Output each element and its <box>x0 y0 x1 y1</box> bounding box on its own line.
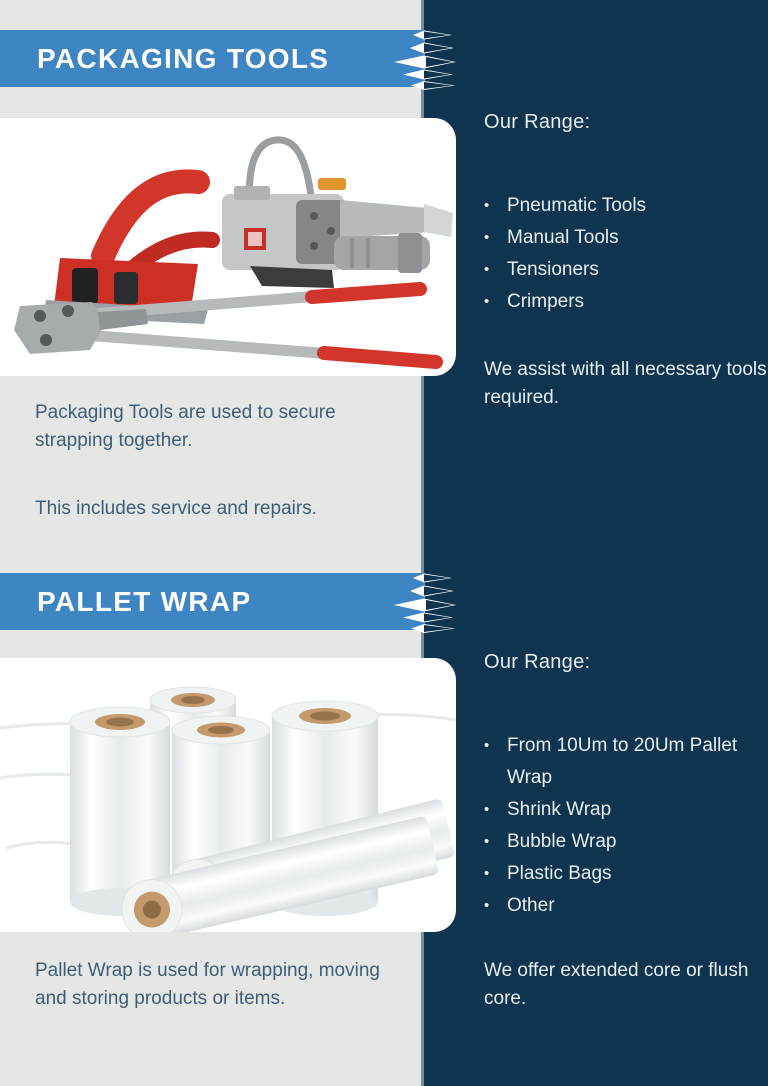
bullet-icon: • <box>484 197 490 214</box>
range-note: We offer extended core or flush core. <box>484 960 749 1009</box>
list-item-label: Bubble Wrap <box>507 831 617 852</box>
section-banner-pallet-wrap <box>0 573 425 630</box>
list-item-label: Shrink Wrap <box>507 799 612 820</box>
strapping-tools-photo <box>0 118 456 376</box>
bullet-icon: • <box>484 229 490 246</box>
list-item-label: Other <box>507 895 555 916</box>
bullet-icon: • <box>484 737 490 754</box>
section-title: PALLET WRAP <box>37 585 252 617</box>
list-item-label: Pneumatic Tools <box>507 195 647 216</box>
list-item-label: Crimpers <box>507 291 585 312</box>
description-paragraph: Pallet Wrap is used for wrapping, moving and storing products or items. <box>35 960 380 1009</box>
range-title: Our Range: <box>484 651 591 673</box>
bullet-icon: • <box>484 897 490 914</box>
bullet-icon: • <box>484 865 490 882</box>
list-item-label: From 10Um to 20Um Pallet Wrap <box>507 735 738 788</box>
list-item <box>484 890 754 922</box>
pallet-wrap-rolls-photo <box>0 658 456 932</box>
bullet-icon: • <box>484 293 490 310</box>
pallet-wrap-range-panel <box>484 651 754 1013</box>
packaging-tools-image-card <box>0 118 456 376</box>
list-item-label: Tensioners <box>507 259 599 280</box>
section-title: PACKAGING TOOLS <box>37 42 330 74</box>
range-list <box>484 730 754 922</box>
range-note: We assist with all necessary tools required. <box>484 359 767 408</box>
description-paragraph: This includes service and repairs. <box>35 498 317 519</box>
pneumatic-tool-illustration <box>222 140 453 288</box>
bullet-icon: • <box>484 833 490 850</box>
list-item <box>484 730 754 794</box>
list-item <box>484 222 754 254</box>
speed-darts-icon <box>390 571 462 635</box>
section-banner-packaging-tools <box>0 30 425 87</box>
pallet-wrap-description <box>35 957 409 1013</box>
pallet-wrap-image-card <box>0 658 456 932</box>
bullet-icon: • <box>484 261 490 278</box>
packaging-tools-description <box>35 399 391 523</box>
list-item-label: Plastic Bags <box>507 863 612 884</box>
list-item <box>484 190 754 222</box>
range-title: Our Range: <box>484 111 591 133</box>
list-item <box>484 858 754 890</box>
speed-darts-icon <box>390 28 462 92</box>
list-item <box>484 794 754 826</box>
list-item <box>484 286 754 318</box>
list-item-label: Manual Tools <box>507 227 619 248</box>
description-paragraph: Packaging Tools are used to secure strapping together. <box>35 402 336 451</box>
packaging-tools-range-panel <box>484 111 767 412</box>
bullet-icon: • <box>484 801 490 818</box>
range-list <box>484 190 754 318</box>
list-item <box>484 254 754 286</box>
list-item <box>484 826 754 858</box>
